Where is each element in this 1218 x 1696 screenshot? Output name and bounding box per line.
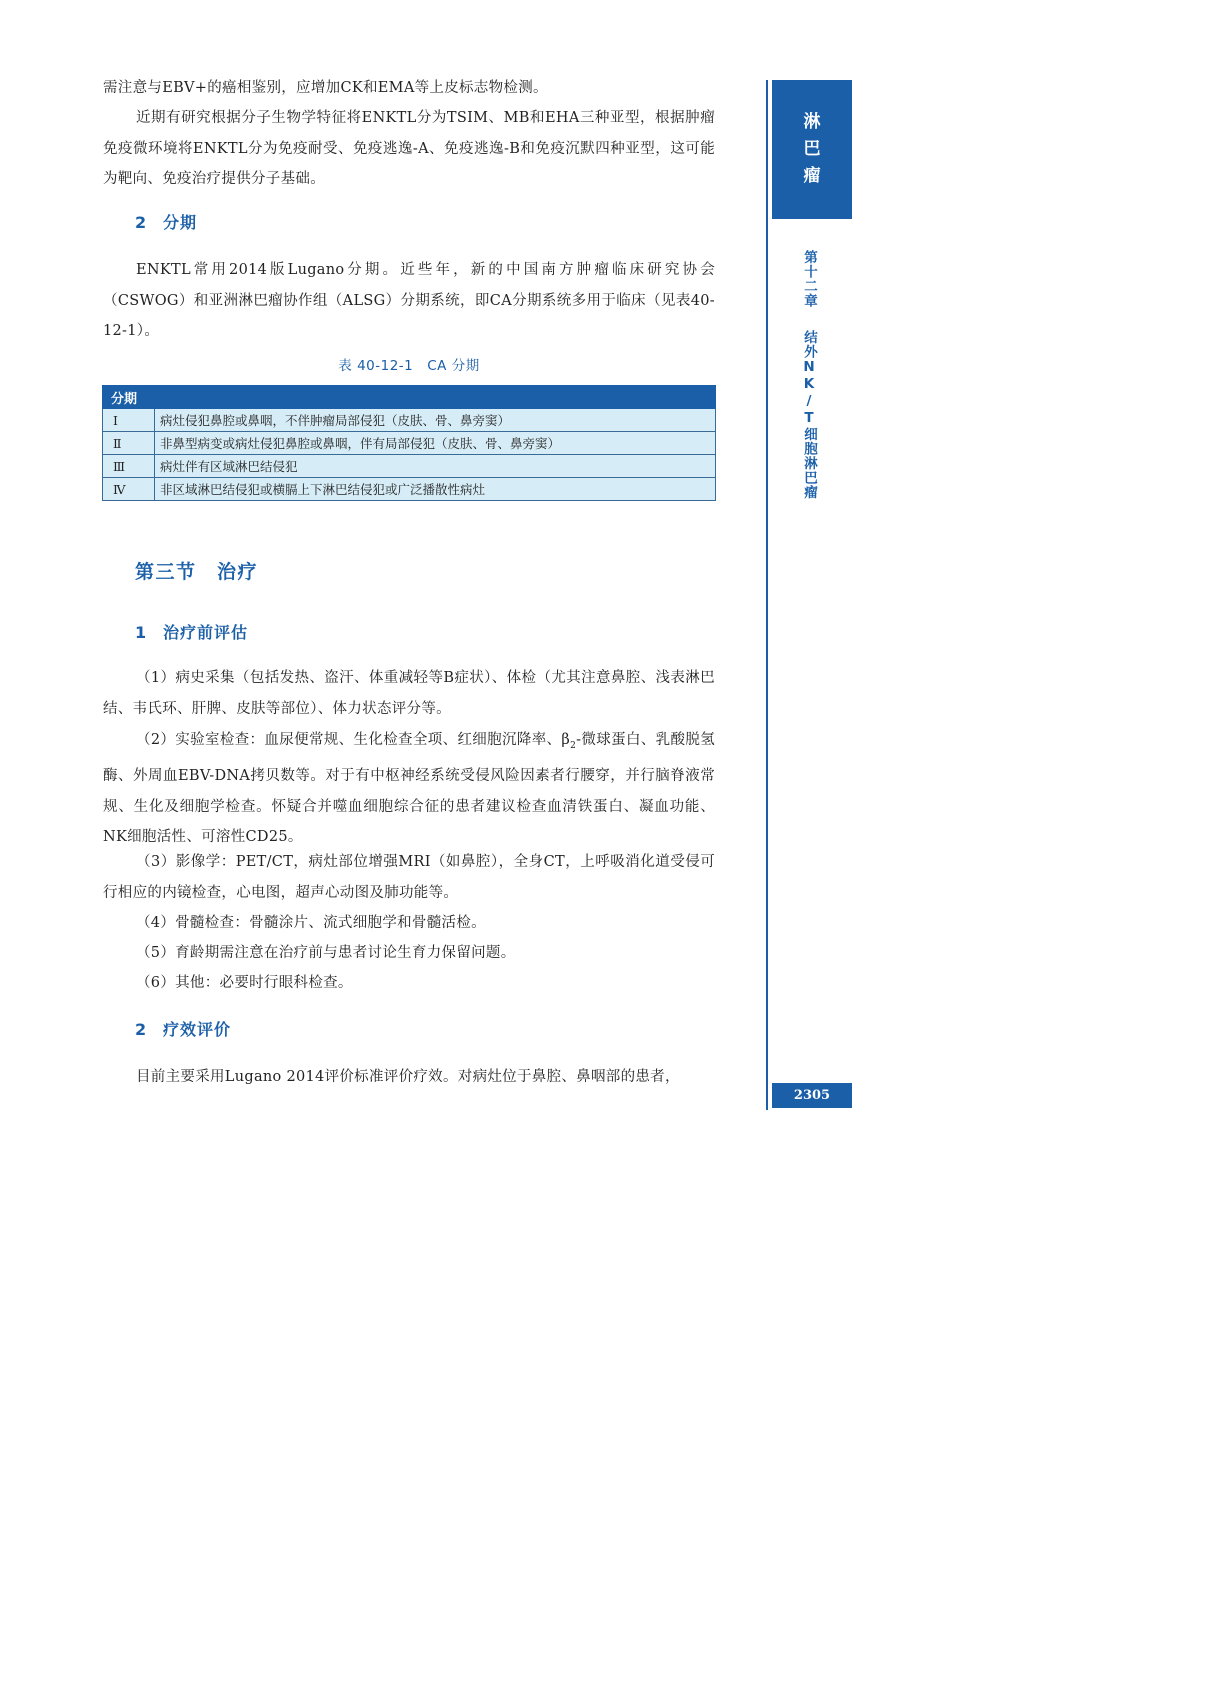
subtypes-paragraph: 近期有研究根据分子生物学特征将ENKTL分为TSIM、MB和EHA三种亚型，根据肿瘤免疫微环境将ENKTL分为免疫耐受、免疫逃逸-A、免疫逃逸-B和免疫沉默四种亚型，这可能为靶向、免疫治疗提供分子基础。 <box>103 110 715 187</box>
stage-cell: Ⅱ <box>103 432 155 455</box>
item-2-part-b: -微球蛋白、乳酸脱氢酶、外周血EBV-DNA拷贝数等。对于有中枢神经系统受侵风险因素者行腰穿，并行脑脊液常规、生化及细胞学检查。怀疑合并噬血细胞综合征的患者建议检查血清铁蛋白、凝血功能、NK细胞活性、可溶性CD25。 <box>103 732 716 846</box>
staging-paragraph: ENKTL常用2014版Lugano分期。近些年，新的中国南方肿瘤临床研究协会（CSWOG）和亚洲淋巴瘤协作组（ALSG）分期系统，即CA分期系统多用于临床（见表40-12-1）。 <box>103 262 715 339</box>
intro-paragraph: 需注意与EBV+的癌相鉴别，应增加CK和EMA等上皮标志物检测。 <box>103 80 548 96</box>
heading-staging <box>135 210 197 233</box>
item-2-subscript: 2 <box>570 740 577 751</box>
item-5: （5）育龄期需注意在治疗前与患者讨论生育力保留问题。 <box>136 945 516 961</box>
table-row <box>103 455 716 478</box>
heading-evaluation-number: 2 <box>135 1020 148 1039</box>
desc-cell: 非区域淋巴结侵犯或横膈上下淋巴结侵犯或广泛播散性病灶 <box>155 478 716 501</box>
page-number: 2305 <box>772 1083 852 1108</box>
heading-staging-text: 分期 <box>163 213 198 232</box>
evaluation-paragraph: 目前主要采用Lugano 2014评价标准评价疗效。对病灶位于鼻腔、鼻咽部的患者， <box>136 1069 680 1085</box>
tab-char: 巴 <box>803 139 821 159</box>
item-1: （1）病史采集（包括发热、盗汗、体重减轻等B症状）、体检（尤其注意鼻腔、浅表淋巴结、韦氏环、肝脾、皮肤等部位）、体力状态评分等。 <box>103 670 715 717</box>
table-row <box>103 432 716 455</box>
heading-staging-number: 2 <box>135 213 148 232</box>
item-2-part-a: （2）实验室检查：血尿便常规、生化检查全项、红细胞沉降率、β <box>136 732 571 748</box>
item-3: （3）影像学：PET/CT，病灶部位增强MRI（如鼻腔），全身CT，上呼吸消化道受侵可行相应的内镜检查，心电图，超声心动图及肺功能等。 <box>103 854 715 901</box>
table-header: 分期 <box>103 386 716 409</box>
heading-pretreatment <box>135 620 248 643</box>
desc-cell: 病灶伴有区域淋巴结侵犯 <box>155 455 716 478</box>
chapter-title: 结外NK/T细胞淋巴瘤 <box>801 330 817 500</box>
tab-char: 淋 <box>803 112 821 132</box>
heading-pretreatment-text: 治疗前评估 <box>163 623 249 642</box>
desc-cell: 病灶侵犯鼻腔或鼻咽，不伴肿瘤局部侵犯（皮肤、骨、鼻旁窦） <box>155 409 716 432</box>
stage-cell: Ⅳ <box>103 478 155 501</box>
stage-cell: Ⅰ <box>103 409 155 432</box>
ca-staging-table <box>102 385 716 501</box>
chapter-number: 第十二章 <box>801 250 817 308</box>
sidebar-rule <box>766 80 768 1110</box>
table-row <box>103 409 716 432</box>
table-caption: 表 40-12-1 CA 分期 <box>338 358 480 374</box>
item-6: （6）其他：必要时行眼科检查。 <box>136 975 353 991</box>
section-title: 第三节 治疗 <box>135 561 259 583</box>
table-row <box>103 478 716 501</box>
heading-evaluation <box>135 1017 231 1040</box>
heading-evaluation-text: 疗效评价 <box>163 1020 232 1039</box>
stage-cell: Ⅲ <box>103 455 155 478</box>
item-2 <box>103 725 715 853</box>
tab-char: 瘤 <box>803 166 821 186</box>
chapter-tab <box>772 80 852 219</box>
heading-pretreatment-number: 1 <box>135 623 148 642</box>
item-4: （4）骨髓检查：骨髓涂片、流式细胞学和骨髓活检。 <box>136 915 486 931</box>
desc-cell: 非鼻型病变或病灶侵犯鼻腔或鼻咽，伴有局部侵犯（皮肤、骨、鼻旁窦） <box>155 432 716 455</box>
chapter-label <box>797 250 819 500</box>
